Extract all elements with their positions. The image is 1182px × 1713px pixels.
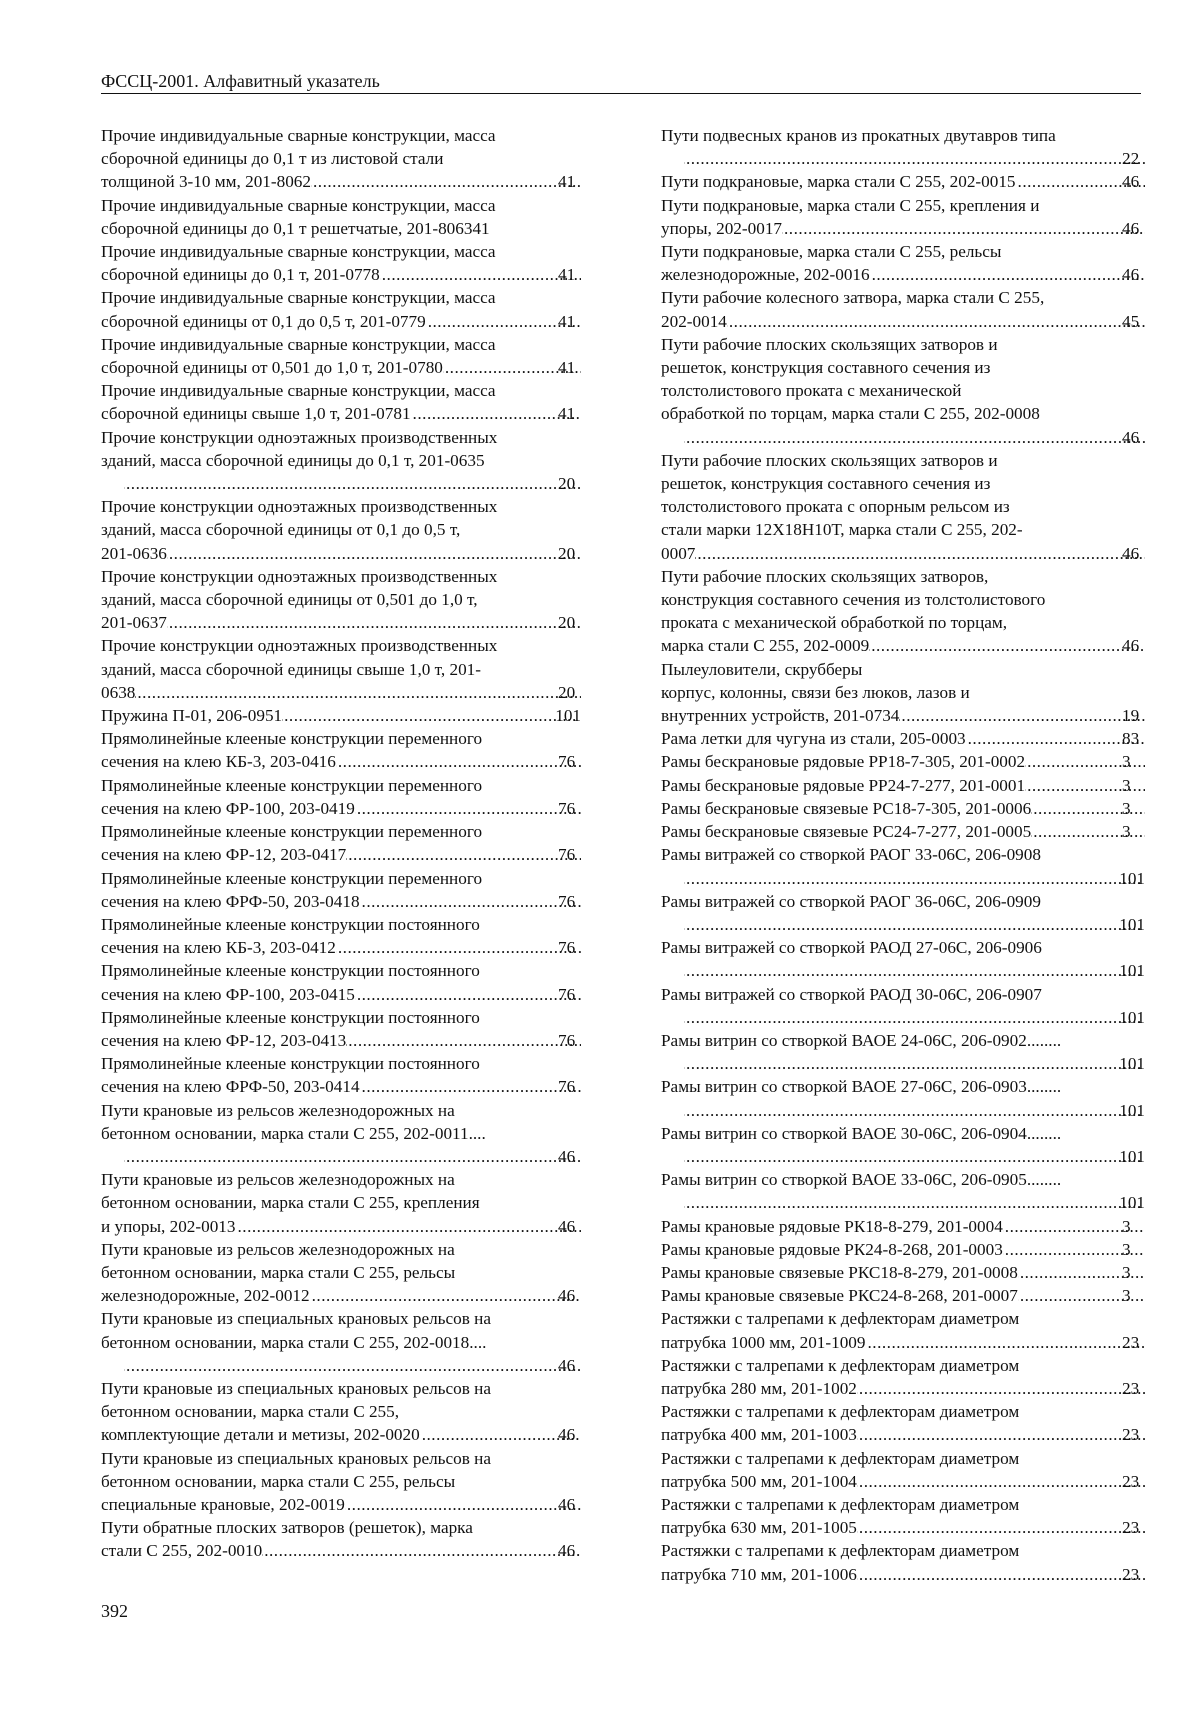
index-entry (101, 1052, 581, 1098)
index-entry-text: внутренних устройств, 201-0734 (661, 706, 900, 726)
index-entry-line: Прямолинейные клееные конструкции постоянного (101, 961, 480, 981)
index-entry-leader-line: 201-0637 ..... 20 (124, 611, 581, 634)
index-entry-text: патрубка 710 мм, 201-1006 (661, 1564, 857, 1584)
index-entry (661, 1284, 1145, 1307)
index-entry (101, 333, 581, 379)
index-entry-leader-line: патрубка 400 мм, 201-1003 ..... 23 (684, 1423, 1145, 1446)
index-entry-leader-line: сечения на клею ФР-100, 203-0415 ..... 76 (124, 983, 581, 1006)
index-entry (661, 1493, 1145, 1539)
index-entry-text: 202-0014 (661, 311, 727, 331)
index-entry (101, 867, 581, 913)
index-entry (661, 1215, 1145, 1238)
index-entry-line: Пути рабочие плоских скользящих затворов и (661, 450, 998, 470)
index-entry-leader-line (684, 1191, 1145, 1214)
index-entry (661, 565, 1145, 658)
index-entry-leader-line: патрубка 500 мм, 201-1004 ..... 23 (684, 1470, 1145, 1493)
dot-leader (124, 472, 581, 495)
index-entry-line: Рамы витрин со створкой ВАОЕ 24-06С, 206-0902........ (661, 1030, 1062, 1050)
index-entry-leader-line: патрубка 280 мм, 201-1002 ..... 23 (684, 1377, 1145, 1400)
index-entry (661, 658, 1145, 728)
dot-leader (684, 1145, 1142, 1168)
index-entry (661, 194, 1145, 240)
index-entry (101, 194, 581, 240)
index-entry-line: Пути подкрановые, марка стали С 255, крепления и (661, 195, 1040, 215)
index-entry-line: Прочие индивидуальные сварные конструкции, масса (101, 195, 496, 215)
index-entry (101, 379, 581, 425)
index-entry-leader-line: 0638 ..... 20 (124, 681, 581, 704)
index-entry-leader-line: специальные крановые, 202-0019 ..... 46 (124, 1493, 581, 1516)
index-entry (661, 1122, 1145, 1168)
index-entry-leader-line (684, 1052, 1145, 1075)
index-entry-text: сборочной единицы от 0,1 до 0,5 т, 201-0779 (101, 311, 426, 331)
index-entry-page: 101 (555, 706, 581, 726)
index-entry-line: проката с механической обработкой по торцам, (661, 613, 1008, 633)
index-entry (661, 1539, 1145, 1585)
index-entry (661, 727, 1145, 750)
index-entry-leader-line: Рамы крановые рядовые РК18-8-279, 201-0004 ..... 3 (684, 1215, 1145, 1238)
index-entry-text: патрубка 1000 мм, 201-1009 (661, 1332, 866, 1352)
index-entry-text: сечения на клею ФРФ-50, 203-0418 (101, 891, 360, 911)
index-entry-line: Прямолинейные клееные конструкции переменного (101, 729, 483, 749)
dot-leader (167, 542, 581, 565)
index-entry (661, 750, 1145, 773)
index-entry-text: и упоры, 202-0013 (101, 1216, 236, 1236)
index-entry (101, 426, 581, 496)
page-number: 392 (101, 1601, 128, 1621)
index-entry-line: Пути рабочие колесного затвора, марка стали С 255, (661, 288, 1045, 308)
index-entry-text: 0007 (661, 543, 696, 563)
index-entry-line: обработкой по торцам, марка стали С 255, 202-0008 (661, 404, 1040, 424)
index-entry-leader-line: ..... 46 (684, 426, 1145, 449)
index-entry (661, 774, 1145, 797)
index-entry-page: 101 (1119, 1007, 1145, 1027)
index-entry-leader-line: 202-0014 ..... 45 (684, 310, 1145, 333)
index-entry-leader-line: 0007 ..... 46 (684, 542, 1145, 565)
running-header-title: ФССЦ-2001. Алфавитный указатель (101, 71, 380, 91)
index-entry-line: бетонном основании, марка стали С 255, крепления (101, 1193, 480, 1213)
dot-leader (346, 1029, 581, 1052)
index-entry-leader-line (101, 704, 581, 727)
index-entry-line: Рамы витрин со створкой ВАОЕ 27-06С, 206-0903........ (661, 1077, 1062, 1097)
index-entry-line: стали марки 12Х18Н10Т, марка стали С 255, 202- (661, 520, 1023, 540)
index-entry-leader-line (684, 1006, 1145, 1029)
dot-leader (135, 681, 581, 704)
dot-leader (899, 704, 1145, 727)
index-entry-line: Растяжки с талрепами к дефлекторам диаметром (661, 1402, 1020, 1422)
index-entry-text: сечения на клею ФР-100, 203-0419 (101, 798, 355, 818)
index-column-right (661, 124, 1145, 1586)
index-entry (661, 843, 1145, 889)
index-entry-line: бетонном основании, марка стали С 255, рельсы (101, 1262, 456, 1282)
index-entry (101, 1307, 581, 1377)
index-column-left (101, 124, 581, 1563)
index-entry-line: бетонном основании, марка стали С 255, рельсы (101, 1471, 456, 1491)
index-entry-line: Пути рабочие плоских скользящих затворов, (661, 566, 989, 586)
index-entry-leader-line: сборочной единицы до 0,1 т, 201-0778 ..... 41 (124, 263, 581, 286)
index-entry-leader-line: ..... 46 (124, 1145, 581, 1168)
dot-leader (857, 1377, 1145, 1400)
index-entry-leader-line: внутренних устройств, 201-0734 ..... 19 (684, 704, 1145, 727)
index-entry-text: стали С 255, 202-0010 (101, 1541, 263, 1561)
index-entry-text: сечения на клею КБ-3, 203-0416 (101, 752, 336, 772)
index-entry (661, 1400, 1145, 1446)
index-entry-leader-line: сечения на клею ФРФ-50, 203-0414 ..... 76 (124, 1075, 581, 1098)
index-entry-line: Прочие индивидуальные сварные конструкции, масса (101, 381, 496, 401)
index-entry (101, 634, 581, 704)
index-entry-leader-line: патрубка 630 мм, 201-1005 ..... 23 (684, 1516, 1145, 1539)
index-entry-line: Растяжки с талрепами к дефлекторам диаметром (661, 1309, 1020, 1329)
index-entry-text: Рама летки для чугуна из стали, 205-0003 (661, 729, 966, 749)
dot-leader (262, 1539, 581, 1562)
index-entry (101, 1377, 581, 1447)
index-entry-text: патрубка 400 мм, 201-1003 (661, 1425, 857, 1445)
index-entry (101, 727, 581, 773)
index-entry-text: Рамы бескрановые рядовые РР24-7-277, 201-0001 (661, 775, 1026, 795)
index-entry-leader-line: патрубка 1000 мм, 201-1009 ..... 23 (684, 1331, 1145, 1354)
index-entry-text: Рамы бескрановые связевые РС18-7-305, 201-0006 (661, 798, 1032, 818)
index-entry-line: сборочной единицы до 0,1 т из листовой стали (101, 149, 444, 169)
dot-leader (684, 426, 1145, 449)
dot-leader (380, 263, 581, 286)
index-entry-text: патрубка 500 мм, 201-1004 (661, 1471, 857, 1491)
index-entry (661, 1168, 1145, 1214)
index-entry (101, 820, 581, 866)
index-entry (101, 124, 581, 194)
index-entry-line: Пути обратные плоских затворов (решеток), марка (101, 1518, 473, 1538)
dot-leader (684, 867, 1142, 890)
dot-leader (420, 1423, 581, 1446)
index-entry (661, 1307, 1145, 1353)
index-entry-line: Пылеуловители, скрубберы (661, 659, 863, 679)
index-entry-line: Прямолинейные клееные конструкции постоянного (101, 1054, 480, 1074)
index-entry (661, 449, 1145, 565)
index-entry-leader-line: комплектующие детали и метизы, 202-0020 ..... 46 (124, 1423, 581, 1446)
index-entry-leader-line: Рамы бескрановые связевые РС18-7-305, 201-0006 ..... 3 (684, 797, 1145, 820)
index-entry-leader-line: стали С 255, 202-0010 ..... 46 (124, 1539, 581, 1562)
index-entry-text: железнодорожные, 202-0012 (101, 1286, 310, 1306)
index-entry (661, 890, 1145, 936)
index-entry-text: Рамы крановые рядовые РК24-8-268, 201-0003 (661, 1239, 1003, 1259)
index-entry-text: упоры, 202-0017 (661, 218, 783, 238)
index-entry (101, 565, 581, 635)
dot-leader (236, 1215, 582, 1238)
index-entry-leader-line: ..... 20 (124, 472, 581, 495)
index-entry-line: бетонном основании, марка стали С 255, (101, 1402, 400, 1422)
index-entry-line: Пути крановые из специальных крановых рельсов на (101, 1448, 491, 1468)
index-entry-leader-line (684, 1145, 1145, 1168)
index-entry-line: Пути рабочие плоских скользящих затворов и (661, 334, 998, 354)
dot-leader (355, 797, 581, 820)
index-entry-line: решеток, конструкция составного сечения из (661, 474, 991, 494)
index-entry (101, 959, 581, 1005)
index-entry-leader-line: Рамы бескрановые рядовые РР18-7-305, 201-0002 ..... 3 (684, 750, 1145, 773)
index-entry-line: Растяжки с талрепами к дефлекторам диаметром (661, 1541, 1020, 1561)
index-entry-leader-line: упоры, 202-0017 ..... 46 (684, 217, 1145, 240)
dot-leader (684, 1191, 1142, 1214)
index-entry-text: 201-0637 (101, 613, 167, 633)
dot-leader (782, 217, 1145, 240)
dot-leader (857, 1470, 1145, 1493)
index-entry-leader-line: сечения на клею ФРФ-50, 203-0418 ..... 76 (124, 890, 581, 913)
dot-leader (124, 1145, 581, 1168)
index-entry-line: Рамы витрин со створкой ВАОЕ 33-06С, 206-0905........ (661, 1170, 1062, 1190)
dot-leader (684, 913, 1142, 936)
index-entry-line: зданий, масса сборочной единицы свыше 1,0 т, 201- (101, 659, 482, 679)
dot-leader (857, 1563, 1145, 1586)
dot-leader (355, 983, 581, 1006)
dot-leader (684, 959, 1142, 982)
index-entry-page: 101 (1119, 1054, 1145, 1074)
index-entry-line: Растяжки с талрепами к дефлекторам диаметром (661, 1494, 1020, 1514)
dot-leader (866, 1331, 1146, 1354)
index-entry-page: 101 (1119, 914, 1145, 934)
index-entry-leader-line (684, 1099, 1145, 1122)
dot-leader (346, 843, 581, 866)
dot-leader (124, 1354, 581, 1377)
index-entry (101, 704, 581, 727)
dot-leader (870, 263, 1145, 286)
index-entry (101, 1516, 581, 1562)
index-entry (101, 774, 581, 820)
index-entry-text: Рамы бескрановые рядовые РР18-7-305, 201-0002 (661, 752, 1026, 772)
index-entry-leader-line: сечения на клею КБ-3, 203-0416 ..... 76 (124, 750, 581, 773)
index-entry (661, 1354, 1145, 1400)
index-entry-line: Пути подкрановые, марка стали С 255, рельсы (661, 242, 1002, 262)
index-entry (661, 240, 1145, 286)
index-entry-text: патрубка 630 мм, 201-1005 (661, 1518, 857, 1538)
index-entry-leader-line: сечения на клею ФР-12, 203-0417 ..... 76 (124, 843, 581, 866)
dot-leader (684, 1099, 1142, 1122)
index-entry-line: Рамы витрин со створкой ВАОЕ 30-06С, 206-0904........ (661, 1123, 1062, 1143)
index-entry-leader-line: сечения на клею КБ-3, 203-0412 ..... 76 (124, 936, 581, 959)
index-entry-text: толщиной 3-10 мм, 201-8062 (101, 172, 311, 192)
index-entry-text: специальные крановые, 202-0019 (101, 1494, 345, 1514)
index-entry-line: Пути крановые из рельсов железнодорожных на (101, 1239, 455, 1259)
index-entry-line: Рамы витражей со створкой РАОД 27-06С, 206-0906 (661, 938, 1042, 958)
index-entry-leader-line: Рамы крановые рядовые РК24-8-268, 201-0003 ..... 3 (684, 1238, 1145, 1261)
dot-leader (684, 1052, 1142, 1075)
index-entry (101, 1099, 581, 1169)
index-entry-leader-line: Рамы крановые связевые РКС24-8-268, 201-0007 ..... 3 (684, 1284, 1145, 1307)
index-entry-line: бетонном основании, марка стали С 255, 202-0011.... (101, 1123, 486, 1143)
index-entry-line: Прочие индивидуальные сварные конструкции, масса (101, 334, 496, 354)
index-entry-leader-line (684, 959, 1145, 982)
dot-leader (345, 1493, 581, 1516)
index-entry-leader-line: железнодорожные, 202-0016 ..... 46 (684, 263, 1145, 286)
dot-leader (282, 704, 578, 727)
index-entry (661, 1261, 1145, 1284)
dot-leader (311, 170, 581, 193)
dot-leader (857, 1423, 1145, 1446)
index-entry (101, 1006, 581, 1052)
index-entry-leader-line: Рамы крановые связевые РКС18-8-279, 201-0008 ..... 3 (684, 1261, 1145, 1284)
index-entry-line: Прочие конструкции одноэтажных производственных (101, 427, 498, 447)
index-entry-leader-line (684, 913, 1145, 936)
index-entry-text: сборочной единицы свыше 1,0 т, 201-0781 (101, 404, 411, 424)
index-entry-line: Пути подвесных кранов из прокатных двутавров типа (661, 126, 1056, 145)
index-entry (661, 333, 1145, 449)
index-entry (661, 936, 1145, 982)
page-header (101, 70, 1141, 94)
index-entry-text: сечения на клею ФРФ-50, 203-0414 (101, 1077, 360, 1097)
dot-leader (869, 634, 1145, 657)
dot-leader (411, 402, 581, 425)
index-entry-leader-line: 201-0636 ..... 20 (124, 542, 581, 565)
index-entry-text: Рамы крановые рядовые РК18-8-279, 201-0004 (661, 1216, 1003, 1236)
index-entry-text: Пути подкрановые, марка стали С 255, 202-0015 (661, 172, 1016, 192)
index-entry-leader-line: ..... 46 (124, 1354, 581, 1377)
index-entry-text: комплектующие детали и метизы, 202-0020 (101, 1425, 420, 1445)
dot-leader (857, 1516, 1145, 1539)
index-entry-line: корпус, колонны, связи без люков, лазов и (661, 682, 970, 702)
index-entry-line: Прямолинейные клееные конструкции переменного (101, 822, 483, 842)
index-entry-text: Рамы крановые связевые РКС18-8-279, 201-0008 (661, 1262, 1018, 1282)
index-entry-leader-line: патрубка 710 мм, 201-1006 ..... 23 (684, 1563, 1145, 1586)
index-entry (101, 1447, 581, 1517)
index-entry-line: Пути крановые из рельсов железнодорожных на (101, 1100, 455, 1120)
index-entry-line: Рамы витражей со створкой РАОГ 33-06С, 206-0908 (661, 845, 1041, 865)
index-entry-text: сечения на клею КБ-3, 203-0412 (101, 938, 336, 958)
index-entry-leader-line: сборочной единицы от 0,501 до 1,0 т, 201-0780 ..... 41 (124, 356, 581, 379)
index-entry-leader-line: сборочной единицы свыше 1,0 т, 201-0781 ..... 41 (124, 402, 581, 425)
index-entry (101, 495, 581, 565)
index-entry-line: Пути крановые из специальных крановых рельсов на (101, 1378, 491, 1398)
index-entry-text: 201-0636 (101, 543, 167, 563)
dot-leader (360, 890, 581, 913)
index-entry-line: Пути крановые из специальных крановых рельсов на (101, 1309, 491, 1329)
index-entry-leader-line: Рамы бескрановые связевые РС24-7-277, 201-0005 ..... 3 (684, 820, 1145, 843)
index-entry-line: зданий, масса сборочной единицы от 0,501 до 1,0 т, (101, 590, 478, 610)
index-entry (661, 1238, 1145, 1261)
dot-leader (336, 750, 581, 773)
dot-leader (695, 542, 1145, 565)
index-entry-page: 101 (1119, 868, 1145, 888)
index-entry-text: сечения на клею ФР-12, 203-0413 (101, 1030, 347, 1050)
index-entry-leader-line: Рама летки для чугуна из стали, 205-0003 ..... 83 (684, 727, 1145, 750)
dot-leader (684, 147, 1145, 170)
index-entry (661, 170, 1145, 193)
index-entry-line: Прямолинейные клееные конструкции переменного (101, 868, 483, 888)
index-entry (661, 820, 1145, 843)
index-entry-text: сечения на клею ФР-100, 203-0415 (101, 984, 355, 1004)
index-entry-leader-line: сечения на клею ФР-100, 203-0419 ..... 76 (124, 797, 581, 820)
index-entry (661, 1075, 1145, 1121)
dot-leader (727, 310, 1145, 333)
index-entry (661, 1447, 1145, 1493)
index-entry-text: марка стали С 255, 202-0009 (661, 636, 870, 656)
index-entry-line: зданий, масса сборочной единицы от 0,1 до 0,5 т, (101, 520, 461, 540)
index-entry-text: патрубка 280 мм, 201-1002 (661, 1378, 857, 1398)
index-entry-text: сечения на клею ФР-12, 203-0417 (101, 845, 347, 865)
dot-leader (360, 1075, 581, 1098)
index-entry-line: Прочие конструкции одноэтажных производственных (101, 497, 498, 517)
index-entry-leader-line: ..... 22 (684, 147, 1145, 170)
index-entry-line: конструкция составного сечения из толстолистового (661, 590, 1046, 610)
index-entry-line: Прочие индивидуальные сварные конструкции, масса (101, 242, 496, 262)
index-entry-line: Прямолинейные клееные конструкции переменного (101, 775, 483, 795)
index-entry-text: сборочной единицы от 0,501 до 1,0 т, 201-0780 (101, 358, 443, 378)
index-entry-line: Прочие индивидуальные сварные конструкции, масса (101, 288, 496, 308)
index-entry-leader-line: Пути подкрановые, марка стали С 255, 202-0015 ..... 46 (684, 170, 1145, 193)
index-entry-text: железнодорожные, 202-0016 (661, 265, 870, 285)
index-entry-line: толстолистового проката с механической (661, 381, 962, 401)
index-entry-page: 101 (1119, 1193, 1145, 1213)
index-entry-leader-line: и упоры, 202-0013 ..... 46 (124, 1215, 581, 1238)
index-entry-line: Прочие конструкции одноэтажных производственных (101, 566, 498, 586)
index-entry-line: Прочие конструкции одноэтажных производственных (101, 636, 498, 656)
dot-leader (336, 936, 581, 959)
index-entry (661, 1029, 1145, 1075)
index-entry-leader-line: сборочной единицы от 0,1 до 0,5 т, 201-0779 ..... 41 (124, 310, 581, 333)
index-entry-text: сборочной единицы до 0,1 т, 201-0778 (101, 265, 380, 285)
index-entry-line: Прямолинейные клееные конструкции постоянного (101, 914, 480, 934)
index-entry-line: Рамы витражей со створкой РАОД 30-06С, 206-0907 (661, 984, 1042, 1004)
index-entry-line: зданий, масса сборочной единицы до 0,1 т, 201-0635 (101, 450, 485, 470)
index-entry (661, 286, 1145, 332)
index-entry-line: Прямолинейные клееные конструкции постоянного (101, 1007, 480, 1027)
index-entry-page: 101 (1119, 961, 1145, 981)
index-entry-line: Растяжки с талрепами к дефлекторам диаметром (661, 1448, 1020, 1468)
index-entry-text: Пружина П-01, 206-0951 (101, 706, 283, 726)
index-entry-page: 101 (1119, 1100, 1145, 1120)
dot-leader (167, 611, 581, 634)
index-entry (101, 913, 581, 959)
index-entry-leader-line: сечения на клею ФР-12, 203-0413 ..... 76 (124, 1029, 581, 1052)
index-entry (101, 286, 581, 332)
dot-leader (684, 1006, 1142, 1029)
index-entry (661, 124, 1145, 170)
index-entry-leader-line: Рамы бескрановые рядовые РР24-7-277, 201-0001 ..... 3 (684, 774, 1145, 797)
dot-leader (310, 1284, 581, 1307)
dot-leader (966, 727, 1145, 750)
index-entry-leader-line: толщиной 3-10 мм, 201-8062 ..... 41 (124, 170, 581, 193)
index-entry-line: бетонном основании, марка стали С 255, 202-0018.... (101, 1332, 487, 1352)
index-entry-line: решеток, конструкция составного сечения из (661, 358, 991, 378)
index-entry (661, 797, 1145, 820)
index-entry (661, 983, 1145, 1029)
index-entry (101, 1238, 581, 1308)
index-entry-line: Пути крановые из рельсов железнодорожных на (101, 1170, 455, 1190)
index-entry-leader-line: железнодорожные, 202-0012 ..... 46 (124, 1284, 581, 1307)
index-entry-line: Прочие индивидуальные сварные конструкции, масса (101, 126, 496, 145)
index-entry-line: толстолистового проката с опорным рельсом из (661, 497, 1010, 517)
index-entry-text: Рамы крановые связевые РКС24-8-268, 201-0007 (661, 1286, 1018, 1306)
index-entry-line: сборочной единицы до 0,1 т решетчатые, 201-806341 (101, 218, 490, 238)
index-entry-page: 101 (1119, 1146, 1145, 1166)
index-entry-leader-line: марка стали С 255, 202-0009 ..... 46 (684, 634, 1145, 657)
index-entry-leader-line (684, 867, 1145, 890)
index-entry-line: Растяжки с талрепами к дефлекторам диаметром (661, 1355, 1020, 1375)
index-entry-line: Рамы витражей со створкой РАОГ 36-06С, 206-0909 (661, 891, 1041, 911)
index-entry-text: 0638 (101, 682, 136, 702)
index-entry (101, 240, 581, 286)
index-entry-text: Рамы бескрановые связевые РС24-7-277, 201-0005 (661, 822, 1032, 842)
index-entry (101, 1168, 581, 1238)
